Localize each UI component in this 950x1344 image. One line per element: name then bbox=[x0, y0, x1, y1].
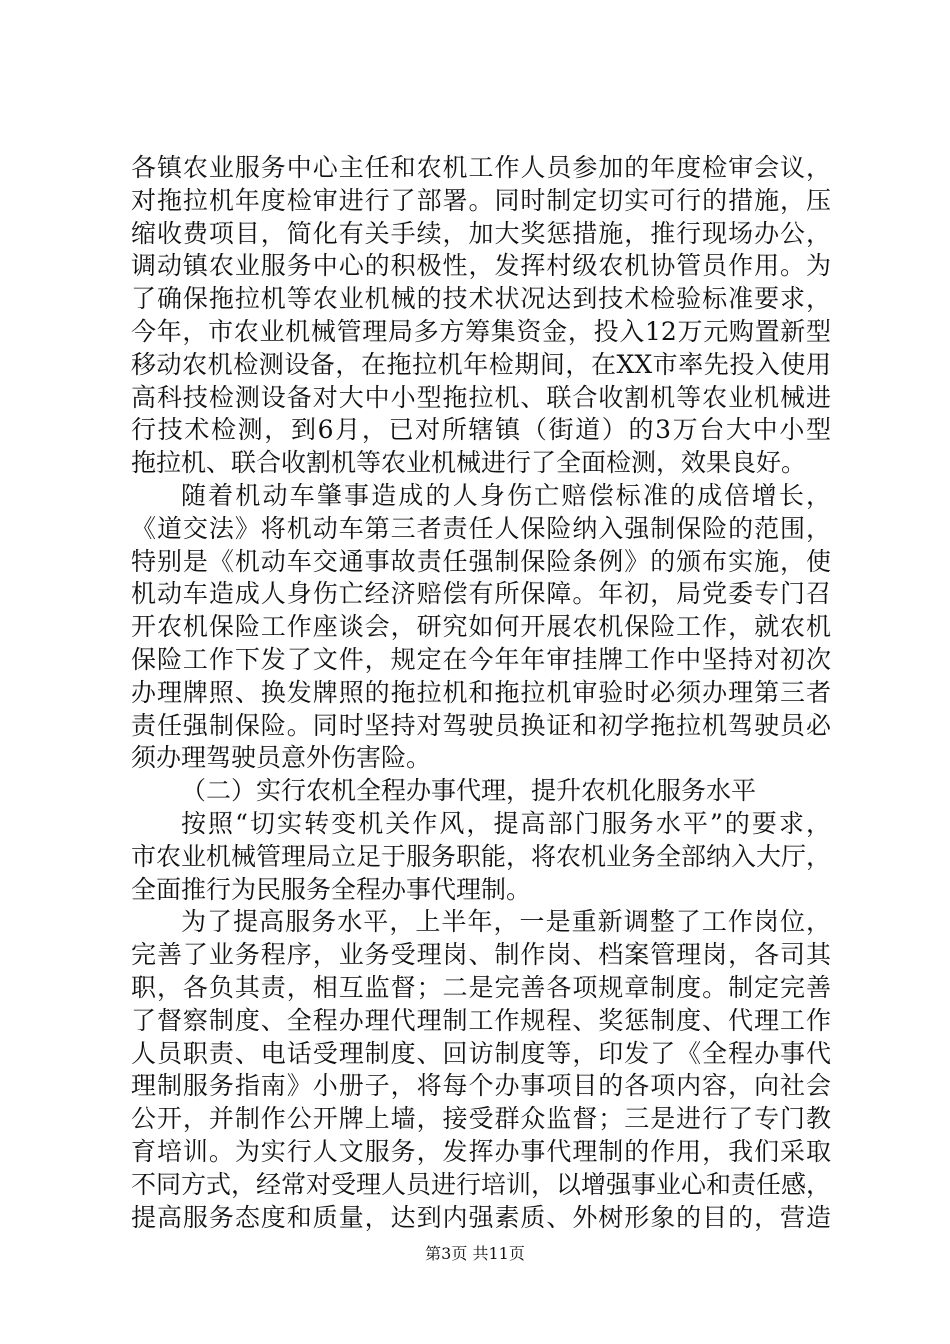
paragraph bbox=[131, 808, 831, 906]
heading-line: （二）实行农机全程办事代理，提升农机化服务水平 bbox=[181, 776, 757, 806]
text-line: 了督察制度、全程办理代理制工作规程、奖惩制度、代理工作 bbox=[131, 1005, 831, 1035]
text-line: 行技术检测，到6月，已对所辖镇（街道）的3万台大中小型 bbox=[131, 415, 831, 445]
text-line: 公开，并制作公开牌上墙，接受群众监督；三是进行了专门教 bbox=[131, 1104, 831, 1134]
text-line: 提高服务态度和质量，达到内强素质、外树形象的目的，营造 bbox=[131, 1202, 831, 1232]
text-line: 人员职责、电话受理制度、回访制度等，印发了《全程办事代 bbox=[131, 1038, 831, 1068]
page-total: 共11页 bbox=[472, 1244, 525, 1263]
text-line: 对拖拉机年度检审进行了部署。同时制定切实可行的措施，压 bbox=[131, 185, 831, 215]
text-line: 办理牌照、换发牌照的拖拉机和拖拉机审验时必须办理第三者 bbox=[131, 677, 831, 707]
document-body bbox=[131, 152, 831, 1234]
text-line: 不同方式，经常对受理人员进行培训，以增强事业心和责任感， bbox=[131, 1169, 831, 1199]
text-line: 市农业机械管理局立足于服务职能，将农机业务全部纳入大厅， bbox=[131, 841, 831, 871]
text-line: 调动镇农业服务中心的积极性，发挥村级农机协管员作用。为 bbox=[131, 251, 831, 281]
text-line: 《道交法》将机动车第三者责任人保险纳入强制保险的范围， bbox=[131, 513, 831, 543]
text-line: 职，各负其责，相互监督；二是完善各项规章制度。制定完善 bbox=[131, 972, 831, 1002]
text-line: 全面推行为民服务全程办事代理制。 bbox=[131, 874, 532, 904]
text-line: 随着机动车肇事造成的人身伤亡赔偿标准的成倍增长， bbox=[181, 480, 831, 510]
section-heading bbox=[131, 775, 831, 808]
text-line: 移动农机检测设备，在拖拉机年检期间，在XX市率先投入使用 bbox=[131, 349, 831, 379]
text-line: 理制服务指南》小册子，将每个办事项目的各项内容，向社会 bbox=[131, 1071, 831, 1101]
text-line: 须办理驾驶员意外伤害险。 bbox=[131, 743, 432, 773]
text-line: 育培训。为实行人文服务，发挥办事代理制的作用，我们采取 bbox=[131, 1136, 831, 1166]
text-line: 高科技检测设备对大中小型拖拉机、联合收割机等农业机械进 bbox=[131, 382, 831, 412]
text-line: 按照“切实转变机关作风，提高部门服务水平”的要求， bbox=[181, 808, 831, 838]
text-line: 拖拉机、联合收割机等农业机械进行了全面检测，效果良好。 bbox=[131, 448, 807, 478]
paragraph bbox=[131, 152, 831, 480]
paragraph bbox=[131, 480, 831, 775]
text-line: 责任强制保险。同时坚持对驾驶员换证和初学拖拉机驾驶员必 bbox=[131, 710, 831, 740]
text-line: 保险工作下发了文件，规定在今年年审挂牌工作中坚持对初次 bbox=[131, 644, 831, 674]
text-line: 机动车造成人身伤亡经济赔偿有所保障。年初，局党委专门召 bbox=[131, 579, 831, 609]
paragraph bbox=[131, 906, 831, 1234]
page-footer bbox=[0, 1244, 950, 1264]
text-line: 今年，市农业机械管理局多方筹集资金，投入12万元购置新型 bbox=[131, 316, 831, 346]
text-line: 缩收费项目，简化有关手续，加大奖惩措施，推行现场办公， bbox=[131, 218, 831, 248]
text-line: 完善了业务程序，业务受理岗、制作岗、档案管理岗，各司其 bbox=[131, 940, 831, 970]
text-line: 开农机保险工作座谈会，研究如何开展农机保险工作，就农机 bbox=[131, 612, 831, 642]
text-line: 了确保拖拉机等农业机械的技术状况达到技术检验标准要求， bbox=[131, 284, 831, 314]
page-number: 第3页 bbox=[425, 1244, 468, 1263]
text-line: 特别是《机动车交通事故责任强制保险条例》的颁布实施，使 bbox=[131, 546, 831, 576]
text-line: 为了提高服务水平，上半年，一是重新调整了工作岗位， bbox=[181, 907, 831, 937]
text-line: 各镇农业服务中心主任和农机工作人员参加的年度检审会议， bbox=[131, 153, 831, 182]
